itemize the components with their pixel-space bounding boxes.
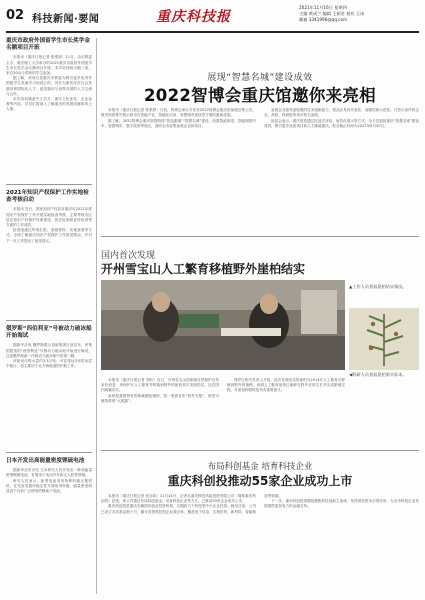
sidebar-article-body xyxy=(6,468,92,494)
column-rule xyxy=(96,38,97,594)
sidebar-article xyxy=(6,458,92,494)
paragraph: 参展企业需具备较强的技术创新能力，展品应具有代表性、前瞻性和示范性。凡符合条件的企业、高校、科研院所均可报名参展。 xyxy=(264,108,419,118)
paragraph: 检查组通过听取汇报、查阅资料、实地查看等方式，全面了解重庆知识产权保护工作推进情况，并对下一步工作提出了意见建议。 xyxy=(6,228,92,243)
paragraph: 重庆科创投是重庆市属国有创业投资机构，长期致力于科技型中小企业投资。截至目前，公司已设立各类基金数十只，累计投资科技型企业数百家，覆盖电子信息、生物医药、新材料、智能制造等领域。 xyxy=(101,494,282,514)
paragraph: 组委会表示，重庆馆将通过沉浸式体验、场景化展示等方式，全方位展现重庆“智慧名城”建设成效，吸引更多优质项目和人才落地重庆。报名截止时间为2022年6月30日。 xyxy=(264,118,419,128)
sidebar-article-body xyxy=(6,55,92,112)
masthead: 重庆科技报 xyxy=(156,9,231,25)
page-header xyxy=(6,4,419,30)
paragraph: 保护区相关负责人介绍，此次发现结实的崖柏为2014年人工繁育后移植到野外的植株，表明人工繁育崖柏已能够在野外正常生长并完成繁殖过程，对崖柏种群恢复具有重要意义。 xyxy=(227,378,345,393)
sidebar-separator xyxy=(6,184,92,185)
sidebar-column xyxy=(6,38,92,594)
article1-headline: 2022智博会重庆馆邀你来亮相 xyxy=(144,86,376,105)
paragraph: 本报讯（重庆日报记者 刘昕）近日，开州雪宝山国家级自然保护区传来好消息：该保护区人工繁育并移植到野外的崖柏首次发现结实，这在国内尚属首次。 xyxy=(101,378,219,393)
header-meta xyxy=(299,5,419,23)
article1-body xyxy=(101,108,419,232)
article-divider xyxy=(101,236,419,237)
lab-photo xyxy=(101,280,345,370)
paragraph: 本报讯（重庆日报记者 张柔婷）日前，智博会承办方发布2022智博会重庆馆参展征集公告，重庆馆将集中展示我市在智能产业、智能化应用、智慧城市建设等方面的最新成果。 xyxy=(101,108,256,118)
article2-body xyxy=(101,378,345,448)
paragraph: 本次培训涵盖中文学习、重庆文化体验、企业参观等内容，学员们将深入了解重庆的发展成就和风土人情。 xyxy=(6,97,92,112)
sidebar-article-title: 重庆市政府外国留学生市长奖学金名额项目开班 xyxy=(6,38,90,52)
page-number: 02 xyxy=(6,8,25,23)
sidebar-separator xyxy=(6,320,92,321)
specimen-photo xyxy=(349,308,419,370)
editor-line: 主编 黄成兰 编辑 王娟君 校对 王冰 xyxy=(299,11,365,16)
paragraph: 本报讯（重庆日报记者 张亦筑）11月15日，记者从重庆科技风险投资有限公司（简称重庆科创投）获悉，该公司通过布局科创基金、培育科技企业等方式，已推动55家企业成功上市。 xyxy=(101,494,256,504)
article-divider xyxy=(101,450,419,451)
email-line: 邮箱 3341996@qq.com xyxy=(299,17,348,22)
paragraph: 据新华社电 俄罗斯联合造船集团日前宣布，该集团建造的“西伯利亚”号核动力破冰船开始进行海试，这是俄罗斯新一代核动力破冰船中的第二艘。 xyxy=(6,343,92,358)
sidebar-article-body xyxy=(6,343,92,369)
paragraph: 据了解，该项目是重庆市教委为吸引更多优秀外国留学生来渝学习而设立的，旨在为重庆经济社会发展培养国际化人才，促进重庆与世界各国的人文交流与合作。 xyxy=(6,76,92,96)
sidebar-article xyxy=(6,38,92,113)
header-rule xyxy=(6,31,419,33)
sidebar-separator xyxy=(6,452,92,453)
article1-kicker: 展现“智慧名城”建设成效 xyxy=(207,73,313,83)
date-line: 2021年11月16日 星期四 xyxy=(299,5,347,10)
paragraph: 该船设计排水量约3.3万吨，可在厚达3米的冰层中航行，将主要用于北方海航道的护航工作。 xyxy=(6,359,92,369)
photo-caption: ▲工作人员查看崖柏结实情况。 xyxy=(349,284,407,289)
section-name: 科技新闻·要闻 xyxy=(32,14,100,25)
sidebar-article-title: 日本开发出高能量密度锂硫电池 xyxy=(6,458,85,464)
sidebar-article-body xyxy=(6,207,92,243)
paragraph: 本报讯 近日，国家知识产权局对重庆市2021年度知识产权保护工作开展实地检查考核，主要考核各区县在知识产权保护体系建设、执法检查和宣传培训等方面的工作成效。 xyxy=(6,207,92,228)
sidebar-article-title: 俄罗斯“西伯利亚”号被动力破冰船开始海试 xyxy=(6,326,92,340)
sidebar-article xyxy=(6,190,92,244)
photo-caption: ◀科研人员查看崖柏果实标本。 xyxy=(349,372,407,377)
paragraph: 据新华社东京电 日本研究人员开发出一种高能量密度锂硫电池，有望用于电动汽车和无人机等领域。 xyxy=(6,468,92,478)
article2-headline: 开州雪宝山人工繁育移植野外崖柏结实 xyxy=(101,262,306,276)
paragraph: 崖柏是我国特有的珍稀濒危植物，曾一度被宣布“野外灭绝”，被誉为植物界的“大熊猫”。 xyxy=(101,393,219,403)
paragraph: 下一步，重庆科创投将继续聚焦科技创新主战场，发挥国有资本引领作用，为全市科技企业发展提供更加有力的金融支持。 xyxy=(264,499,419,509)
article2-kicker: 国内首次发现 xyxy=(101,251,156,261)
main-column xyxy=(101,38,419,594)
paragraph: 研究人员表示，新型电池采用特殊的硫正极材料，在充放电循环稳定性方面取得突破，能量密度明显高于目前广泛使用的锂离子电池。 xyxy=(6,478,92,494)
sidebar-article-title: 2021年知识产权保护工作实地检查考核启动 xyxy=(6,190,89,204)
sidebar-article xyxy=(6,326,92,369)
article3-kicker: 布局科创基金 培育科技企业 xyxy=(207,462,313,472)
article3-body xyxy=(101,494,419,592)
paragraph: 本报讯（重庆日报记者 张柔婷）11月，由市教委主办、重庆理工大学承办的2021重庆市政府外国留学生市长奖学金名额项目开班，本次培训班为期三周，来自30余个国家的学生参加。 xyxy=(6,55,92,76)
paragraph: 据了解，2022智博会重庆馆将围绕“智造重镇”“智慧名城”建设，设置智能制造、智能网联汽车、智慧城市、数字政府等展区，面向全市征集参展企业和项目。 xyxy=(101,118,256,128)
article3-headline: 重庆科创投推动55家企业成功上市 xyxy=(167,474,353,488)
